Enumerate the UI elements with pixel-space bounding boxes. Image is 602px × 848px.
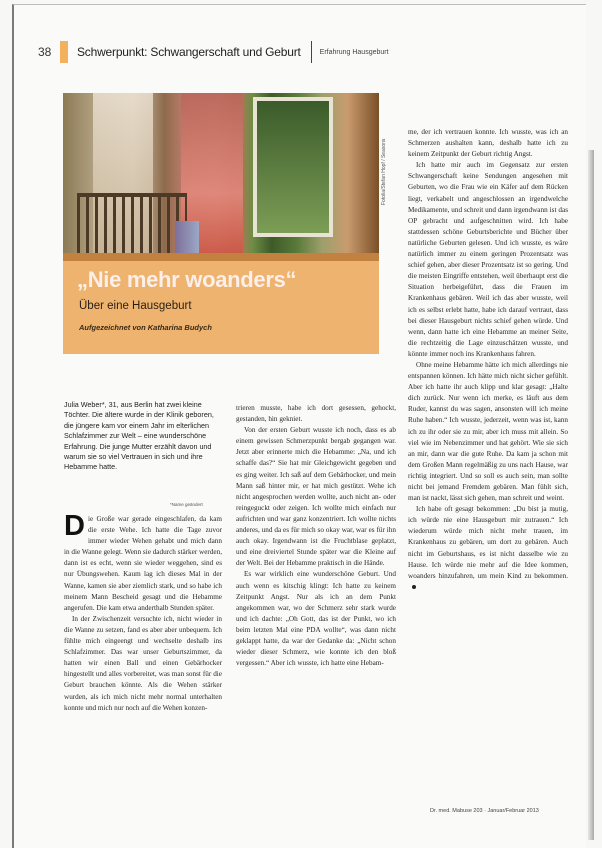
header-divider: [311, 41, 312, 63]
text-column-2: [236, 403, 396, 669]
page-edge-shadow: [588, 150, 594, 840]
paragraph: Ohne meine Hebamme hätte ich mich allerdings nie entspannen können. Ich hätte mich nicht sicher gefühlt. Aber ich hatte ihr auch klipp und klar gesagt: „Halte dich zurück. Nur wenn ich merke, es läuft aus dem Ruder, kannst du was sagen, ansonsten will ich meine Ruhe haben.“ Ich wusste, jederzeit, wenn was ist, kann ich zu ihr oder sie zu mir, aber ich muss mit allein. So viel wie im Nebenzimmer und hat gehört. Wie sie sich an mir, dann war die gute Ruhe. Da kam ja schon mit dem Großen Mann regelmäßig zu uns nach Hause, war richtig integriert. Und so soll es auch sein, man sollte nicht bei jemand Fremdem gebären. Man fühlt sich, man ist nackt, lässt sich gehen, man schreit und weint.: [408, 360, 568, 503]
towel: [175, 221, 199, 257]
paragraph: In der Zwischenzeit versuchte ich, nicht wieder in die Wanne zu setzen, fand es aber aber unbequem. Ich fühlte mich eingeengt und wechselte deshalb ins Schlafzimmer. Das war unser Geburtszimmer, da hatten wir einen Ball und einen Gebärhocker hingestellt und alles vorbereitet, was man sonst für die Geburt brauchen könnte. Als die Wehen stärker wurden, als ich mich nicht mehr normal unterhalten konnte und mich nur noch auf die Wehen konzen-: [64, 614, 222, 712]
paragraph: Ich habe oft gesagt bekommen: „Du bist ja mutig, ich würde nie eine Hausgeburt mir zutrauen.“ Ich wiederum würde mich nicht mehr trauen, im Krankenhaus zu gebären, um dort zu gebären. Auch nicht im Geburtshaus, es ist nicht dasselbe wie zu Hause. Ich würde nie mehr auf die Idee kommen, woanders hinzufahren, um mein Kind zu bekommen.: [408, 504, 568, 593]
article-headline: „Nie mehr woanders“: [77, 267, 297, 292]
page-header: [38, 40, 389, 64]
article-byline: Aufgezeichnet von Katharina Budych: [79, 323, 212, 332]
section-title: Schwerpunkt: Schwangerschaft und Geburt: [77, 45, 301, 59]
paragraph: me, der ich vertrauen konnte. Ich wusste, was ich an Schmerzen aushalten kann, deshalb hatte ich zu keinem Zeitpunkt der Geburt richtig Angst.: [408, 128, 568, 159]
text-column-3: [408, 127, 568, 807]
floor: [63, 253, 379, 261]
crib-icon: [77, 193, 187, 253]
photo-credit: Fotolia/Stefan Hopf / Seasons: [381, 138, 387, 205]
page-number: 38: [38, 45, 52, 59]
text-column-1: [64, 510, 222, 714]
paragraph: Es war wirklich eine wunderschöne Geburt. Und auch wenn es kitschig klingt: Ich hatte zu keinem Zeitpunkt Angst. Nur als ich an dem Punkt angekommen war, wo der Schmerz sehr stark wurde und ich dachte: „Oh Gott, das ist der Punkt, wo ich beim letzten Mal eine PDA wollte“, was dann nicht geklappt hatte, da war der Gedanke da: „Nicht schon wieder dieser Schmerz, wie konnte ich den bloß vergessen.“ Aber ich wusste, ich hatte eine Hebam-: [236, 570, 396, 668]
subsection-label: Erfahrung Hausgeburt: [319, 48, 389, 56]
article-intro: Julia Weber*, 31, aus Berlin hat zwei kleine Töchter. Die ältere wurde in der Klinik geboren, die jüngere kam vor einem Jahr im elterlichen Schlafzimmer zur Welt – eine wunderschöne Erfahrung. Die junge Mutter erzählt davon und warum sie so viel Vertrauen in sich und ihre Hebamme hatte.: [64, 400, 214, 472]
paragraph: trieren musste, habe ich dort gesessen, gehockt, gestanden, hin gekniet.: [236, 404, 396, 424]
end-of-article-icon: [412, 585, 416, 589]
paragraph: Die Große war gerade eingeschlafen, da kam die erste Wehe. Ich hatte die Tage zuvor immer wieder Wehen gehabt und mich dann in die Wanne gelegt. Wenn sie dadurch stärker werden, dann ist es echt, wenn sie wieder weggehen, sind es nur Übungswehen. Kaum lag ich dieses Mal in der Wanne, kamen sie aber ziemlich stark, und so habe ich meinem Mann Bescheid gesagt und die Hebamme angerufen. Die kam etwa anderthalb Stunden später.: [64, 510, 222, 612]
page-footer: Dr. med. Mabuse 203 · Januar/Februar 2013: [430, 808, 539, 814]
article-subhead: Über eine Hausgeburt: [79, 300, 192, 312]
paragraph: Von der ersten Geburt wusste ich noch, dass es ab einem gewissen Schmerzpunkt bergab gegangen war. Jetzt aber erinnerte mich die Hebamme: „Na, und ich schaffe das?“ Sie hat mir Gleichgewicht gegeben und es ging weiter. Ich saß auf dem Gebärhocker, und mein Mann saß hinter mir, er hat mich gestützt. Wehe ich nicht angesprochen werden wollte, auch nicht an- oder reingeguckt oder zeigen. Ich wollte mich einfach nur aufrichten und war ganz konzentriert. Ich wollte nichts anderes, und da es für mich so okay war, war es für ihn auch okay. Irgendwann ist die Fruchtblase geplatzt, und eine dreiviertel Stunde später war die Kleine auf der Welt. Bei der Hebamme praktisch in die Hände.: [236, 426, 396, 568]
paragraph: Ich hatte mir auch im Gegensatz zur ersten Schwangerschaft keine Sendungen angesehen mit Geburten, wo die Frau wie ein Käfer auf dem Rücken liegt, verkabelt und angeschlossen an irgendwelche Medikamente, und schreit und dann irgendwann ist das OP gebracht und aufgeschnitten wird. Ich habe stattdessen schöne Geburtsberichte und Bücher über natürliche Geburten gelesen. Und ich wusste, es wäre natürlich immer zu einem geringen Prozentsatz was schief gehen, aber dieser Prozentsatz ist so gering. Und die meisten Eingriffe entstehen, weil überhaupt erst die Situation herbeigeführt, dass die Frauen im Krankenhaus gebären. Weil ich das aber wusste, weil ich es selbst erlebt hatte, habe ich darauf vertraut, dass bei dieser Hausgeburt nichts schief gehen würde. Und wenn, dann hatte ich eine Hebamme an meiner Seite, die rechtzeitig die Lage einzuschätzen wusste, und könnte immer noch ins Krankenhaus fahren.: [408, 161, 568, 358]
drop-cap: D: [64, 510, 85, 542]
window: [253, 97, 333, 237]
title-box: [63, 261, 379, 354]
section-accent-bar: [60, 41, 68, 63]
intro-footnote: *Name geändert: [170, 502, 203, 507]
hero-photo: [63, 93, 379, 261]
